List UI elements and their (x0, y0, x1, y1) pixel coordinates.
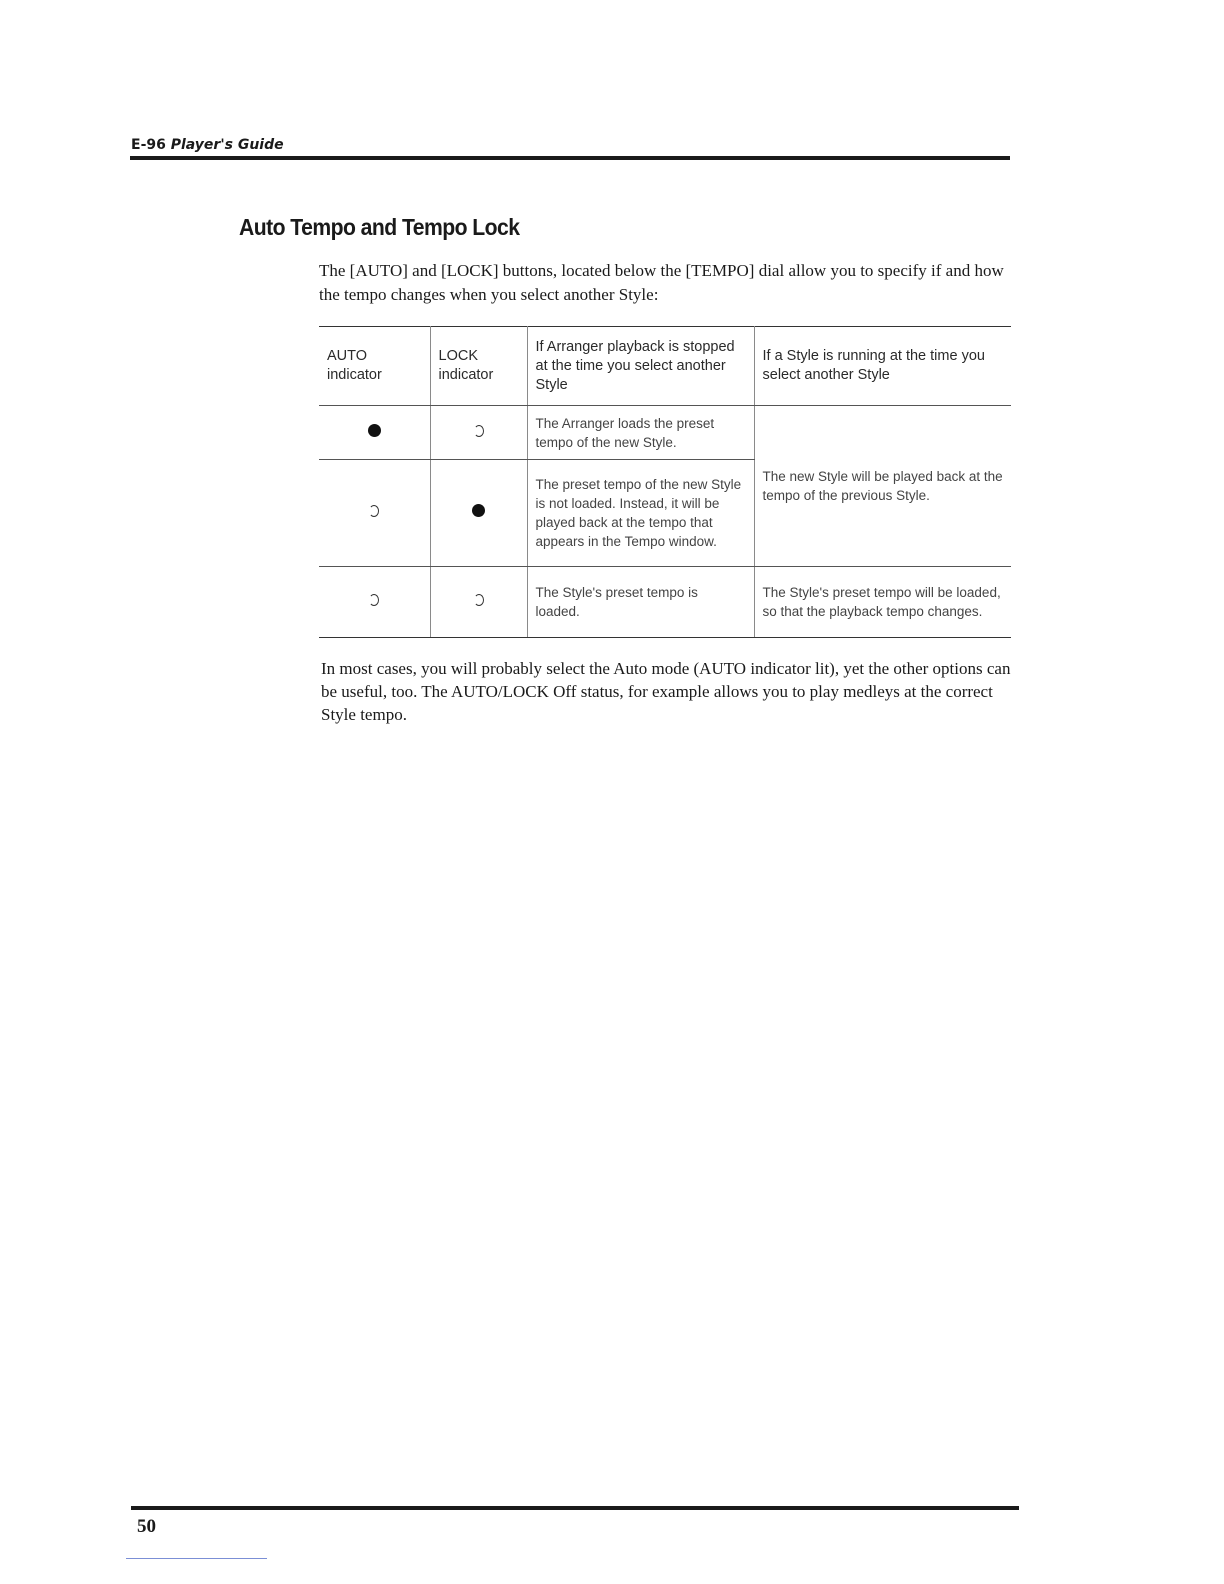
header-model: E-96 (131, 137, 166, 153)
auto-indicator-cell (319, 406, 430, 460)
footer-link-underline (126, 1558, 267, 1559)
section-title: Auto Tempo and Tempo Lock (239, 214, 520, 240)
tempo-behaviour-table (319, 326, 1011, 638)
indicator-off-icon (474, 594, 484, 606)
lock-indicator-cell (430, 567, 527, 638)
indicator-off-icon (474, 425, 484, 437)
header-rule (130, 156, 1010, 160)
lock-indicator-cell (430, 460, 527, 567)
indicator-off-icon (369, 594, 379, 606)
auto-indicator-cell (319, 460, 430, 567)
lock-indicator-cell (430, 406, 527, 460)
running-description-shared: The new Style will be played back at the tempo of the previous Style. (754, 406, 1011, 567)
intro-paragraph: The [AUTO] and [LOCK] buttons, located below the [TEMPO] dial allow you to specify if and how the tempo changes when you select another Style: (319, 261, 1004, 304)
indicator-off-icon (369, 505, 379, 517)
header-style-running: If a Style is running at the time you select another Style (754, 327, 1011, 406)
auto-indicator-cell (319, 567, 430, 638)
footer-rule (131, 1506, 1019, 1510)
stopped-description: The preset tempo of the new Style is not loaded. Instead, it will be played back at the tempo that appears in the Tempo window. (527, 460, 754, 567)
header-playback-stopped: If Arranger playback is stopped at the time you select another Style (527, 327, 754, 406)
page-number: 50 (137, 1516, 156, 1537)
stopped-description: The Style's preset tempo is loaded. (527, 567, 754, 638)
closing-paragraph: In most cases, you will probably select the Auto mode (AUTO indicator lit), yet the other options can be useful, too. The AUTO/LOCK Off status, for example allows you to play medleys at the correct Style tempo. (321, 659, 1011, 724)
table-row (319, 406, 1011, 460)
stopped-description: The Arranger loads the preset tempo of the new Style. (527, 406, 754, 460)
indicator-on-icon (368, 424, 381, 437)
table-header-row (319, 327, 1011, 406)
running-header (131, 137, 284, 153)
indicator-on-icon (472, 504, 485, 517)
header-lock-indicator: LOCK indicator (430, 327, 527, 406)
table-row (319, 567, 1011, 638)
header-auto-indicator: AUTO indicator (319, 327, 430, 406)
running-description: The Style's preset tempo will be loaded, so that the playback tempo changes. (754, 567, 1011, 638)
header-guide-title: Player's Guide (170, 137, 284, 153)
